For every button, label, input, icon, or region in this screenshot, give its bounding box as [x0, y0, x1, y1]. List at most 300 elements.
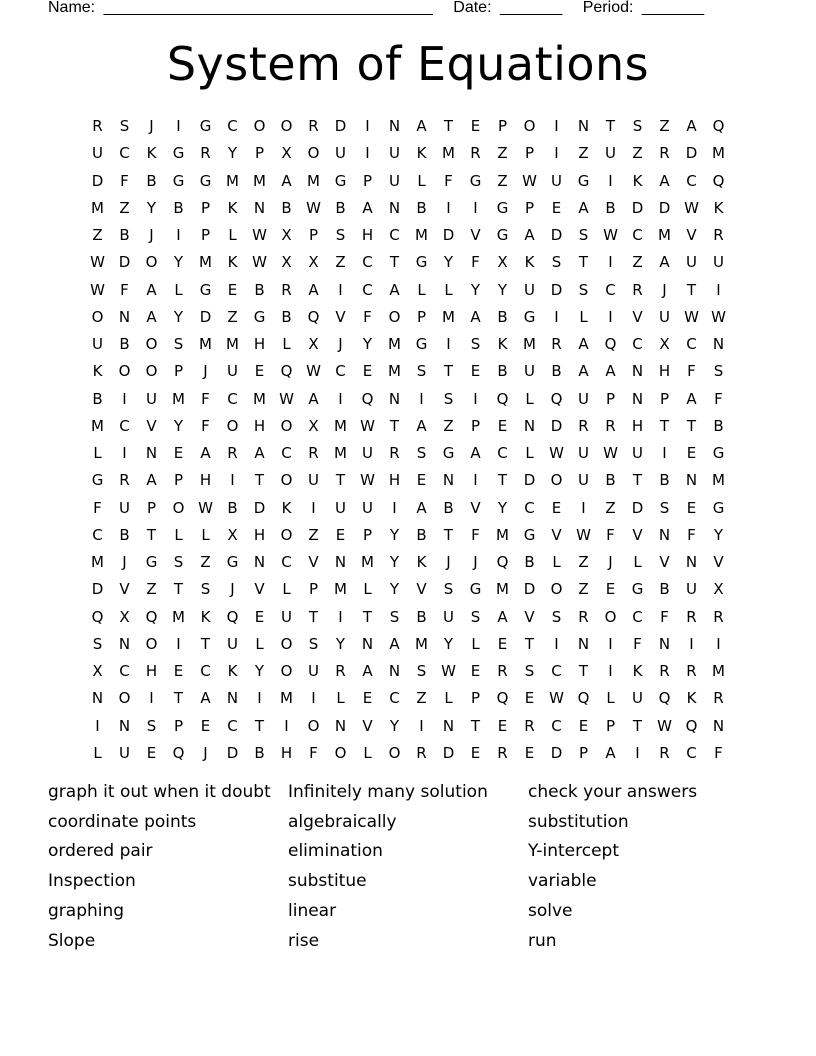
grid-letter[interactable]: A — [146, 471, 157, 490]
grid-letter[interactable]: S — [200, 580, 211, 599]
grid-letter[interactable]: A — [389, 634, 400, 653]
grid-letter[interactable]: Q — [361, 389, 374, 408]
grid-letter[interactable]: I — [338, 607, 343, 626]
grid-letter[interactable]: N — [253, 198, 266, 217]
grid-letter[interactable]: G — [712, 444, 725, 462]
grid-letter[interactable]: W — [306, 362, 321, 381]
grid-letter[interactable]: U — [632, 444, 643, 462]
grid-letter[interactable]: S — [443, 389, 454, 408]
grid-letter[interactable]: B — [281, 198, 292, 217]
grid-letter[interactable]: V — [470, 498, 481, 517]
grid-letter[interactable]: K — [416, 553, 427, 571]
grid-letter[interactable]: A — [200, 444, 211, 462]
grid-letter[interactable]: L — [471, 634, 480, 653]
grid-letter[interactable]: Z — [416, 689, 427, 708]
grid-letter[interactable]: O — [91, 307, 104, 326]
grid-letter[interactable]: Y — [173, 416, 184, 435]
grid-letter[interactable]: A — [362, 662, 373, 680]
grid-letter[interactable]: T — [578, 253, 589, 272]
grid-letter[interactable]: J — [230, 580, 235, 599]
grid-letter[interactable]: K — [632, 171, 643, 190]
grid-letter[interactable]: I — [608, 662, 613, 680]
grid-letter[interactable]: U — [119, 498, 130, 517]
grid-letter[interactable]: G — [469, 580, 482, 599]
grid-letter[interactable]: I — [716, 280, 721, 299]
grid-letter[interactable]: G — [415, 253, 428, 272]
grid-letter[interactable]: A — [254, 444, 265, 462]
grid-letter[interactable]: T — [389, 416, 400, 435]
grid-letter[interactable]: U — [713, 253, 724, 272]
grid-letter[interactable]: D — [550, 280, 563, 299]
grid-letter[interactable]: A — [416, 416, 427, 435]
grid-letter[interactable]: A — [659, 253, 670, 272]
grid-letter[interactable]: Q — [145, 607, 158, 626]
grid-letter[interactable]: K — [524, 253, 535, 272]
grid-letter[interactable]: U — [524, 362, 535, 381]
grid-letter[interactable]: A — [686, 117, 697, 135]
grid-letter[interactable]: B — [335, 198, 346, 217]
grid-letter[interactable]: Z — [443, 416, 454, 435]
grid-letter[interactable]: M — [415, 226, 428, 244]
grid-letter[interactable]: R — [551, 335, 562, 353]
grid-letter[interactable]: L — [282, 580, 291, 599]
grid-letter[interactable]: I — [689, 634, 694, 653]
grid-letter[interactable]: H — [280, 743, 293, 762]
grid-letter[interactable]: K — [281, 498, 292, 517]
grid-letter[interactable]: B — [713, 416, 724, 435]
grid-letter[interactable]: S — [470, 335, 481, 353]
grid-letter[interactable]: M — [523, 335, 536, 353]
grid-letter[interactable]: R — [281, 280, 292, 299]
grid-letter[interactable]: C — [281, 444, 292, 462]
grid-letter[interactable]: E — [470, 117, 481, 135]
grid-letter[interactable]: V — [470, 226, 481, 244]
grid-letter[interactable]: C — [335, 362, 346, 381]
grid-letter[interactable]: I — [122, 444, 127, 462]
grid-letter[interactable]: M — [172, 389, 185, 408]
grid-letter[interactable]: B — [119, 335, 130, 353]
grid-letter[interactable]: A — [146, 307, 157, 326]
grid-letter[interactable]: A — [659, 171, 670, 190]
grid-letter[interactable]: M — [199, 253, 212, 272]
grid-letter[interactable]: Z — [497, 144, 508, 163]
grid-letter[interactable]: H — [658, 362, 671, 381]
grid-letter[interactable]: I — [122, 389, 127, 408]
grid-letter[interactable]: G — [172, 171, 185, 190]
grid-letter[interactable]: N — [712, 716, 725, 735]
grid-letter[interactable]: R — [659, 743, 670, 762]
grid-letter[interactable]: M — [361, 553, 374, 571]
grid-letter[interactable]: F — [471, 525, 480, 544]
grid-letter[interactable]: S — [92, 634, 103, 653]
grid-letter[interactable]: P — [173, 362, 184, 381]
grid-letter[interactable]: W — [360, 416, 375, 435]
grid-letter[interactable]: L — [444, 280, 453, 299]
grid-letter[interactable]: L — [93, 743, 102, 762]
grid-letter[interactable]: R — [686, 607, 697, 626]
grid-letter[interactable]: B — [524, 553, 535, 571]
grid-letter[interactable]: W — [603, 226, 618, 244]
grid-letter[interactable]: M — [712, 144, 725, 163]
grid-letter[interactable]: B — [254, 743, 265, 762]
grid-letter[interactable]: O — [388, 743, 401, 762]
grid-letter[interactable]: M — [496, 525, 509, 544]
grid-letter[interactable]: R — [227, 444, 238, 462]
grid-letter[interactable]: L — [228, 226, 237, 244]
grid-letter[interactable]: S — [524, 662, 535, 680]
grid-letter[interactable]: E — [335, 525, 346, 544]
grid-letter[interactable]: N — [118, 634, 131, 653]
grid-letter[interactable]: R — [713, 689, 724, 708]
grid-letter[interactable]: N — [577, 634, 590, 653]
grid-letter[interactable]: R — [605, 416, 616, 435]
grid-letter[interactable]: W — [684, 307, 699, 326]
grid-letter[interactable]: E — [470, 743, 481, 762]
grid-letter[interactable]: P — [659, 389, 670, 408]
grid-letter[interactable]: T — [308, 607, 319, 626]
grid-letter[interactable]: L — [363, 743, 372, 762]
grid-letter[interactable]: C — [362, 253, 373, 272]
grid-letter[interactable]: N — [226, 689, 239, 708]
grid-letter[interactable]: X — [308, 253, 319, 272]
grid-letter[interactable]: V — [254, 580, 265, 599]
grid-letter[interactable]: T — [443, 117, 454, 135]
grid-letter[interactable]: L — [417, 280, 426, 299]
grid-letter[interactable]: Y — [497, 498, 508, 517]
grid-letter[interactable]: D — [226, 743, 239, 762]
grid-letter[interactable]: O — [280, 634, 293, 653]
grid-letter[interactable]: C — [227, 389, 238, 408]
grid-letter[interactable]: T — [659, 416, 670, 435]
grid-letter[interactable]: I — [365, 144, 370, 163]
grid-letter[interactable]: C — [632, 226, 643, 244]
grid-letter[interactable]: F — [471, 253, 480, 272]
grid-letter[interactable]: Q — [307, 307, 320, 326]
grid-letter[interactable]: D — [442, 226, 455, 244]
grid-letter[interactable]: I — [608, 171, 613, 190]
grid-letter[interactable]: T — [173, 580, 184, 599]
grid-letter[interactable]: U — [281, 607, 292, 626]
grid-letter[interactable]: C — [389, 689, 400, 708]
grid-letter[interactable]: F — [687, 525, 696, 544]
grid-letter[interactable]: N — [523, 416, 536, 435]
grid-letter[interactable]: E — [146, 743, 157, 762]
grid-letter[interactable]: N — [388, 662, 401, 680]
grid-letter[interactable]: A — [686, 389, 697, 408]
word-search-grid[interactable] — [84, 113, 732, 767]
grid-letter[interactable]: O — [226, 416, 239, 435]
grid-letter[interactable]: L — [525, 389, 534, 408]
grid-letter[interactable]: J — [203, 743, 208, 762]
grid-letter[interactable]: W — [90, 253, 105, 272]
grid-letter[interactable]: W — [90, 280, 105, 299]
grid-letter[interactable]: N — [577, 117, 590, 135]
grid-letter[interactable]: E — [524, 689, 535, 708]
grid-letter[interactable]: E — [470, 362, 481, 381]
grid-letter[interactable]: P — [362, 171, 373, 190]
grid-letter[interactable]: E — [416, 471, 427, 490]
grid-letter[interactable]: W — [549, 444, 564, 462]
grid-letter[interactable]: G — [631, 580, 644, 599]
grid-letter[interactable]: P — [200, 226, 211, 244]
grid-letter[interactable]: E — [524, 743, 535, 762]
grid-letter[interactable]: X — [92, 662, 103, 680]
grid-letter[interactable]: A — [308, 280, 319, 299]
grid-letter[interactable]: I — [176, 117, 181, 135]
grid-letter[interactable]: W — [252, 226, 267, 244]
grid-letter[interactable]: S — [308, 634, 319, 653]
grid-letter[interactable]: E — [254, 607, 265, 626]
grid-letter[interactable]: I — [419, 389, 424, 408]
grid-letter[interactable]: F — [120, 171, 129, 190]
grid-letter[interactable]: Y — [389, 525, 400, 544]
grid-letter[interactable]: I — [176, 634, 181, 653]
grid-letter[interactable]: U — [578, 389, 589, 408]
grid-letter[interactable]: I — [608, 634, 613, 653]
grid-letter[interactable]: O — [253, 117, 266, 135]
grid-letter[interactable]: C — [119, 144, 130, 163]
grid-letter[interactable]: Q — [685, 716, 698, 735]
grid-letter[interactable]: G — [199, 171, 212, 190]
grid-letter[interactable]: V — [659, 553, 670, 571]
grid-letter[interactable]: A — [416, 498, 427, 517]
grid-letter[interactable]: D — [523, 580, 536, 599]
grid-letter[interactable]: C — [389, 226, 400, 244]
grid-letter[interactable]: Z — [200, 553, 211, 571]
grid-letter[interactable]: P — [173, 471, 184, 490]
grid-letter[interactable]: Y — [362, 335, 373, 353]
grid-letter[interactable]: N — [388, 117, 401, 135]
grid-letter[interactable]: R — [659, 662, 670, 680]
grid-letter[interactable]: A — [146, 280, 157, 299]
grid-letter[interactable]: O — [307, 716, 320, 735]
grid-letter[interactable]: R — [389, 444, 400, 462]
grid-letter[interactable]: A — [416, 117, 427, 135]
grid-letter[interactable]: A — [362, 198, 373, 217]
grid-letter[interactable]: X — [713, 580, 724, 599]
grid-letter[interactable]: R — [713, 607, 724, 626]
grid-letter[interactable]: B — [497, 307, 508, 326]
grid-letter[interactable]: Y — [389, 580, 400, 599]
grid-letter[interactable]: D — [91, 171, 104, 190]
grid-letter[interactable]: P — [200, 198, 211, 217]
grid-letter[interactable]: E — [686, 444, 697, 462]
grid-letter[interactable]: B — [281, 307, 292, 326]
grid-letter[interactable]: U — [362, 444, 373, 462]
grid-letter[interactable]: U — [389, 171, 400, 190]
grid-letter[interactable]: I — [554, 117, 559, 135]
grid-letter[interactable]: R — [92, 117, 103, 135]
grid-letter[interactable]: T — [686, 280, 697, 299]
grid-letter[interactable]: I — [554, 634, 559, 653]
grid-letter[interactable]: V — [632, 307, 643, 326]
grid-letter[interactable]: F — [444, 171, 453, 190]
grid-letter[interactable]: C — [524, 498, 535, 517]
grid-letter[interactable]: U — [308, 471, 319, 490]
grid-letter[interactable]: Q — [712, 117, 725, 135]
grid-letter[interactable]: M — [199, 335, 212, 353]
grid-letter[interactable]: G — [577, 171, 590, 190]
grid-letter[interactable]: B — [146, 171, 157, 190]
grid-letter[interactable]: T — [686, 416, 697, 435]
grid-letter[interactable]: W — [306, 198, 321, 217]
grid-letter[interactable]: R — [335, 662, 346, 680]
grid-letter[interactable]: W — [360, 471, 375, 490]
grid-letter[interactable]: A — [308, 389, 319, 408]
grid-letter[interactable]: O — [388, 307, 401, 326]
grid-letter[interactable]: R — [200, 144, 211, 163]
grid-letter[interactable]: F — [714, 389, 723, 408]
grid-letter[interactable]: T — [389, 253, 400, 272]
grid-letter[interactable]: O — [172, 498, 185, 517]
grid-letter[interactable]: R — [497, 662, 508, 680]
grid-letter[interactable]: M — [712, 662, 725, 680]
grid-letter[interactable]: Z — [632, 144, 643, 163]
grid-letter[interactable]: Y — [389, 553, 400, 571]
grid-letter[interactable]: O — [334, 743, 347, 762]
grid-letter[interactable]: S — [578, 280, 589, 299]
grid-letter[interactable]: G — [91, 471, 104, 490]
grid-letter[interactable]: S — [416, 362, 427, 381]
grid-letter[interactable]: P — [470, 689, 481, 708]
grid-letter[interactable]: W — [252, 253, 267, 272]
grid-letter[interactable]: B — [659, 471, 670, 490]
grid-letter[interactable]: V — [632, 525, 643, 544]
grid-letter[interactable]: D — [631, 198, 644, 217]
grid-letter[interactable]: I — [149, 689, 154, 708]
grid-letter[interactable]: I — [473, 471, 478, 490]
grid-letter[interactable]: B — [227, 498, 238, 517]
grid-letter[interactable]: N — [91, 689, 104, 708]
grid-letter[interactable]: N — [253, 553, 266, 571]
grid-letter[interactable]: K — [686, 689, 697, 708]
grid-letter[interactable]: B — [551, 362, 562, 381]
grid-letter[interactable]: I — [338, 389, 343, 408]
grid-letter[interactable]: U — [659, 307, 670, 326]
grid-letter[interactable]: S — [470, 607, 481, 626]
grid-letter[interactable]: L — [417, 171, 426, 190]
grid-letter[interactable]: A — [578, 362, 589, 381]
grid-letter[interactable]: C — [605, 280, 616, 299]
grid-letter[interactable]: T — [578, 662, 589, 680]
grid-letter[interactable]: G — [469, 171, 482, 190]
grid-letter[interactable]: Z — [605, 498, 616, 517]
grid-letter[interactable]: H — [361, 226, 374, 244]
grid-letter[interactable]: C — [227, 117, 238, 135]
grid-letter[interactable]: O — [118, 362, 131, 381]
grid-letter[interactable]: I — [311, 498, 316, 517]
grid-letter[interactable]: O — [280, 416, 293, 435]
grid-letter[interactable]: L — [282, 335, 291, 353]
grid-letter[interactable]: R — [308, 117, 319, 135]
grid-letter[interactable]: Y — [497, 280, 508, 299]
grid-letter[interactable]: H — [253, 416, 266, 435]
grid-letter[interactable]: N — [388, 389, 401, 408]
grid-letter[interactable]: S — [416, 662, 427, 680]
grid-letter[interactable]: M — [280, 689, 293, 708]
grid-letter[interactable]: F — [687, 362, 696, 381]
grid-letter[interactable]: I — [716, 634, 721, 653]
grid-letter[interactable]: D — [631, 498, 644, 517]
grid-letter[interactable]: K — [713, 198, 724, 217]
grid-letter[interactable]: O — [550, 580, 563, 599]
grid-letter[interactable]: B — [416, 198, 427, 217]
grid-letter[interactable]: I — [446, 198, 451, 217]
grid-letter[interactable]: U — [308, 662, 319, 680]
grid-letter[interactable]: E — [470, 662, 481, 680]
grid-letter[interactable]: Y — [443, 634, 454, 653]
grid-letter[interactable]: C — [686, 743, 697, 762]
grid-letter[interactable]: M — [226, 171, 239, 190]
grid-letter[interactable]: J — [608, 553, 613, 571]
grid-letter[interactable]: B — [119, 525, 130, 544]
grid-letter[interactable]: T — [200, 634, 211, 653]
grid-letter[interactable]: G — [523, 307, 536, 326]
grid-letter[interactable]: G — [523, 525, 536, 544]
grid-letter[interactable]: D — [199, 307, 212, 326]
grid-letter[interactable]: T — [362, 607, 373, 626]
grid-letter[interactable]: N — [712, 335, 725, 353]
grid-letter[interactable]: W — [198, 498, 213, 517]
grid-letter[interactable]: N — [118, 716, 131, 735]
grid-letter[interactable]: K — [200, 607, 211, 626]
grid-letter[interactable]: R — [119, 471, 130, 490]
grid-letter[interactable]: S — [659, 498, 670, 517]
grid-letter[interactable]: B — [659, 580, 670, 599]
grid-letter[interactable]: R — [713, 226, 724, 244]
grid-letter[interactable]: U — [335, 498, 346, 517]
grid-letter[interactable]: I — [554, 144, 559, 163]
grid-letter[interactable]: Q — [496, 689, 509, 708]
grid-letter[interactable]: O — [280, 662, 293, 680]
grid-letter[interactable]: G — [172, 144, 185, 163]
grid-letter[interactable]: A — [578, 335, 589, 353]
grid-letter[interactable]: D — [253, 498, 266, 517]
grid-letter[interactable]: F — [201, 389, 210, 408]
grid-letter[interactable]: K — [146, 144, 157, 163]
grid-letter[interactable]: A — [281, 171, 292, 190]
grid-letter[interactable]: M — [91, 198, 104, 217]
grid-letter[interactable]: G — [199, 117, 212, 135]
grid-letter[interactable]: R — [578, 416, 589, 435]
grid-letter[interactable]: R — [308, 444, 319, 462]
grid-letter[interactable]: E — [227, 280, 238, 299]
grid-letter[interactable]: Z — [119, 198, 130, 217]
grid-letter[interactable]: V — [308, 553, 319, 571]
grid-letter[interactable]: M — [91, 553, 104, 571]
grid-letter[interactable]: Q — [91, 607, 104, 626]
grid-letter[interactable]: C — [686, 171, 697, 190]
grid-letter[interactable]: C — [362, 280, 373, 299]
grid-letter[interactable]: T — [146, 525, 157, 544]
grid-letter[interactable]: R — [659, 144, 670, 163]
grid-letter[interactable]: A — [389, 280, 400, 299]
grid-letter[interactable]: P — [524, 144, 535, 163]
grid-letter[interactable]: V — [335, 307, 346, 326]
grid-letter[interactable]: U — [119, 743, 130, 762]
grid-letter[interactable]: D — [658, 198, 671, 217]
grid-letter[interactable]: B — [92, 389, 103, 408]
grid-letter[interactable]: C — [497, 444, 508, 462]
grid-letter[interactable]: U — [362, 498, 373, 517]
grid-letter[interactable]: Q — [172, 743, 185, 762]
grid-letter[interactable]: C — [632, 607, 643, 626]
grid-letter[interactable]: U — [578, 471, 589, 490]
grid-letter[interactable]: P — [308, 580, 319, 599]
grid-letter[interactable]: D — [550, 416, 563, 435]
grid-letter[interactable]: U — [686, 580, 697, 599]
grid-letter[interactable]: N — [631, 389, 644, 408]
